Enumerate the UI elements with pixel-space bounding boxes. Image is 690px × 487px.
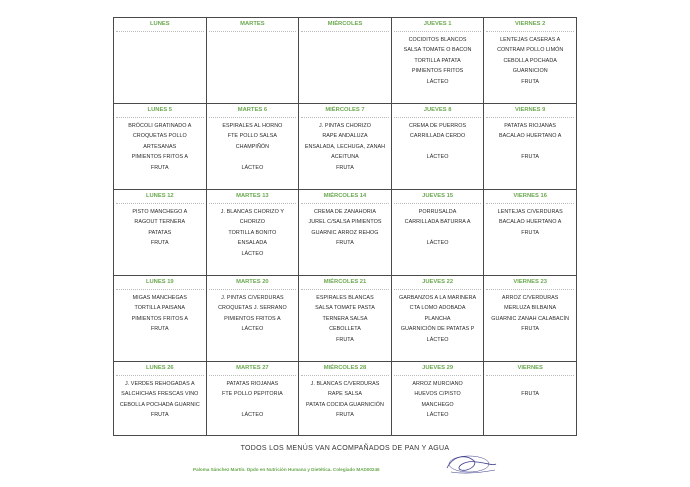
day-header: VIERNES 9 [486, 104, 574, 118]
day-header: MARTES 27 [209, 362, 297, 376]
dish-item: CEBOLLETA [329, 326, 361, 333]
day-cell [299, 104, 392, 190]
dish-item: FRUTA [336, 240, 354, 247]
dish-item: J. VERDES REHOGADAS A [124, 381, 195, 387]
day-cell [206, 18, 299, 104]
dish-item: ENSALADA, LECHUGA, ZANAH [304, 143, 386, 150]
day-header: LUNES 19 [116, 276, 204, 290]
day-cell [484, 104, 577, 190]
dish-item: CEBOLLA POCHADA [503, 57, 557, 64]
dish-item: TORTILLA BONITO [228, 229, 277, 236]
day-cell [391, 18, 484, 104]
dish-item: FRUTA [150, 326, 169, 333]
day-header: LUNES 12 [116, 190, 204, 204]
day-header: MARTES 6 [209, 104, 297, 118]
dish-item: GUARNICIÓN DE PATATAS P [400, 326, 475, 333]
day-header: JUEVES 29 [394, 362, 482, 376]
dish-item: CROQUETAS J. SERRANO [218, 305, 287, 312]
day-cell [114, 362, 207, 436]
dish-item: FRUTA [150, 412, 169, 419]
dish-item: JUREL C/SALSA PIMIENTOS [308, 219, 382, 226]
dish-item: ESPIRALES AL HORNO [222, 123, 283, 129]
dish-item: SALCHICHAS FRESCAS VINO [121, 391, 199, 398]
day-cell [299, 18, 392, 104]
dish-list [299, 32, 391, 35]
day-header: JUEVES 1 [394, 18, 482, 32]
dish-list [207, 204, 299, 259]
school-menu-table [113, 17, 577, 436]
dish-list [392, 32, 484, 87]
dish-list [299, 204, 391, 249]
day-header: MARTES 20 [209, 276, 297, 290]
dish-item: FRUTA [336, 336, 354, 343]
dish-list [484, 118, 576, 163]
day-cell [206, 104, 299, 190]
week-row [114, 276, 577, 362]
dish-item: LÁCTEO [426, 336, 449, 343]
dish-item: SALSA TOMATE PASTA [315, 305, 375, 312]
dish-list [299, 290, 391, 345]
dish-list [484, 32, 576, 87]
dish-item: MERLUZA BILBAINA [504, 305, 557, 312]
dish-item: FTE POLLO SALSA [227, 133, 278, 140]
day-cell [484, 190, 577, 276]
dish-item: PATATA COCIDA GUARNICIÓN [305, 401, 384, 408]
day-cell [391, 104, 484, 190]
day-cell [391, 190, 484, 276]
day-cell [299, 276, 392, 362]
dish-item [209, 152, 297, 162]
day-header: MARTES [209, 18, 297, 32]
day-header: LUNES 5 [116, 104, 204, 118]
dish-item: FRUTA [521, 78, 540, 85]
day-cell [299, 362, 392, 436]
dish-item: ARROZ MURCIANO [412, 381, 463, 387]
day-header: VIERNES 2 [486, 18, 574, 32]
day-header: MARTES 13 [209, 190, 297, 204]
dish-item: TERNERA SALSA [322, 315, 368, 322]
dish-item: TORTILLA PAISANA [134, 305, 186, 312]
dish-item: FRUTA [336, 412, 354, 419]
day-header: MIÉRCOLES [301, 18, 389, 32]
day-header: LUNES [116, 18, 204, 32]
day-cell [484, 276, 577, 362]
dish-item: GARBANZOS A LA MARINERA [398, 295, 477, 301]
dish-list [207, 118, 299, 173]
dish-list [392, 290, 484, 345]
dish-item [394, 142, 482, 152]
day-cell [391, 362, 484, 436]
day-header: JUEVES 8 [394, 104, 482, 118]
day-cell [114, 190, 207, 276]
day-header: LUNES 26 [116, 362, 204, 376]
dish-item: FRUTA [336, 164, 354, 171]
day-header: MIÉRCOLES 7 [301, 104, 389, 118]
dish-item: HUEVOS C/PISTO [414, 391, 461, 398]
dish-item: RAPE SALSA [327, 391, 363, 398]
dish-list [484, 290, 576, 335]
dish-item: LÁCTEO [426, 240, 449, 247]
dish-item: LÁCTEO [426, 154, 449, 161]
dish-item: J. BLANCAS C/VERDURAS [310, 381, 380, 387]
day-header: MIÉRCOLES 21 [301, 276, 389, 290]
day-header: JUEVES 22 [394, 276, 482, 290]
dish-item: ARROZ C/VERDURAS [501, 295, 559, 301]
dish-item: LENTEJAS CASERAS A [500, 37, 561, 43]
dish-list [207, 376, 299, 421]
week-row [114, 18, 577, 104]
dish-item: BACALAO HUERTANO A [498, 133, 562, 140]
dish-item: PIMIENTOS FRITOS A [131, 315, 188, 322]
dish-item [486, 142, 574, 152]
dish-item: LÁCTEO [426, 78, 449, 85]
dish-item: CREMA DE PUERROS [409, 123, 467, 129]
dish-item: ENSALADA [237, 240, 267, 247]
dish-item: PATATAS RIOJANAS [226, 381, 279, 387]
dish-item: MIGAS MANCHEGAS [132, 295, 187, 301]
day-header: VIERNES [486, 362, 574, 376]
dish-item: LÁCTEO [241, 326, 264, 333]
dish-item: J. PINTAS CHORIZO [319, 123, 371, 129]
dish-item: FRUTA [521, 391, 540, 398]
dish-item: TORTILLA PATATA [414, 57, 461, 64]
footer-note: TODOS LOS MENÚS VAN ACOMPAÑADOS DE PAN Y AGUA [240, 445, 450, 452]
dish-item: ARTESANAS [143, 143, 177, 150]
dish-list [114, 118, 206, 173]
dish-item: CHORIZO [239, 219, 265, 226]
day-cell [391, 276, 484, 362]
day-header: MIÉRCOLES 14 [301, 190, 389, 204]
dish-item: GUARNIC ARROZ REHOG [311, 229, 379, 236]
dish-item [394, 228, 482, 238]
dish-item: J. PINTAS C/VERDURAS [221, 295, 284, 301]
dish-list [392, 376, 484, 421]
dish-item: CARRILLADA CERDO [409, 133, 466, 140]
dish-item: BRÓCOLI GRATINADO A [128, 123, 192, 129]
dish-item [209, 400, 297, 410]
dish-item: CONTRAM POLLO LIMÓN [497, 47, 564, 54]
dish-item: RAPE ANDALUZA [322, 133, 368, 140]
dish-item: CARRILLADA BATURRA A [404, 219, 471, 226]
dish-list [392, 204, 484, 249]
dish-item: FRUTA [150, 240, 169, 247]
dish-list [392, 118, 484, 163]
dish-item: RAGOUT TERNERA [134, 219, 186, 226]
dish-list [299, 118, 391, 173]
day-cell [484, 18, 577, 104]
dish-item: CHAMPIÑÓN [235, 143, 270, 150]
dish-item: PIMIENTOS FRITOS A [131, 154, 188, 161]
day-header: JUEVES 15 [394, 190, 482, 204]
dish-item: CROQUETAS POLLO [132, 133, 187, 140]
dish-item: PLANCHA [424, 315, 451, 322]
dish-item: LÁCTEO [241, 164, 264, 171]
dish-item: FRUTA [521, 154, 540, 161]
week-row [114, 190, 577, 276]
day-cell [299, 190, 392, 276]
dish-item: FRUTA [150, 164, 169, 171]
dish-item: PISTO MANCHEGO A [132, 209, 188, 215]
dish-list [114, 32, 206, 35]
dish-list [114, 204, 206, 249]
dish-item: CEBOLLA POCHADA GUARNIC [119, 401, 200, 408]
day-cell [114, 104, 207, 190]
dish-item: MANCHEGO [421, 401, 454, 408]
dish-list [299, 376, 391, 421]
dish-item: LÁCTEO [241, 250, 264, 257]
dish-item: CTA LOMO ADOBADA [409, 305, 466, 312]
dish-list [207, 32, 299, 35]
dish-item: COCIDITOS BLANCOS [408, 37, 467, 43]
dish-item: BACALAO HUERTANO A [498, 219, 562, 226]
dish-item: FTE POLLO PEPITORIA [222, 391, 283, 398]
day-header: VIERNES 23 [486, 276, 574, 290]
dish-item: PIMIENTOS FRITOS A [224, 315, 281, 322]
dish-list [207, 290, 299, 335]
dish-item: PIMIENTOS FRITOS [411, 68, 464, 75]
dish-item: LÁCTEO [241, 412, 264, 419]
dish-item: FRUTA [521, 326, 540, 333]
dish-item: PATATAS RIOJANAS [504, 123, 557, 129]
dish-item: J. BLANCAS CHORIZO Y [220, 209, 284, 215]
dish-item: FRUTA [521, 229, 540, 236]
dish-item: GUARNIC ZANAH CALABACÍN [491, 315, 570, 322]
day-header: MIÉRCOLES 28 [301, 362, 389, 376]
day-cell [206, 362, 299, 436]
dish-item: LENTEJAS C/VERDURAS [497, 209, 563, 215]
day-cell [206, 276, 299, 362]
dish-item: PATATAS [148, 229, 172, 236]
week-row [114, 362, 577, 436]
handwritten-signature-icon [443, 452, 499, 478]
dish-item: CREMA DE ZANAHORIA [313, 209, 376, 215]
dish-item: GUARNICION [512, 68, 548, 75]
day-cell [114, 18, 207, 104]
week-row [114, 104, 577, 190]
dish-list [114, 376, 206, 421]
dish-item: SALSA TOMATE O BACON [403, 47, 472, 54]
dish-item: ACEITUNA [331, 154, 359, 161]
day-header: VIERNES 16 [486, 190, 574, 204]
dish-item: PORRUSALDA [418, 209, 457, 215]
day-cell [484, 362, 577, 436]
dish-list [484, 204, 576, 238]
dish-item: ESPIRALES BLANCAS [316, 295, 374, 301]
dish-item: LÁCTEO [426, 412, 449, 419]
dish-list [484, 376, 576, 400]
day-cell [206, 190, 299, 276]
dish-list [114, 290, 206, 335]
dish-item [486, 379, 574, 389]
day-cell [114, 276, 207, 362]
nutritionist-credit: Paloma Sánchez Martín. Dpdo en Nutrición Humana y Dietética. Colegiado MAD00246 [193, 467, 380, 472]
